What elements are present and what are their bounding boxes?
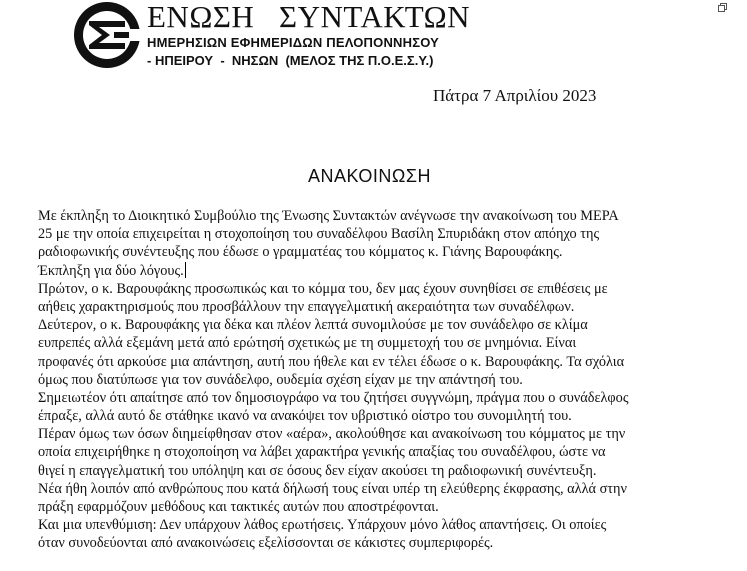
body-line: προφανές ότι αρκούσε μια απάντηση, αυτή που ήθελε και εν τέλει έδωσε ο κ. Βαρουφάκης. Τα σχόλια [38,353,625,370]
body-line: αήθεις χαρακτηρισμούς που προσβάλλουν την επαγγελματική ακεραιότητα των συναδέλφων. [38,298,575,315]
body-line: όμως που διατύπωσε για τον συνάδελφο, ουδεμία σχέση είχαν με την απάντησή του. [38,371,523,388]
organization-name: ΕΝΩΣΗ ΣΥΝΤΑΚΤΩΝ [147,0,471,34]
body-line: όταν συνοδεύονται από ανακοινώσεις εξελίσσονται σε κάκιστες συμπεριφορές. [38,535,494,552]
body-line: 25 με την οποία επιχειρείται η στοχοποίηση του συναδέλφου Βασίλη Σπυριδάκη στον απόηχο της [38,226,600,243]
document-body[interactable] [38,207,738,553]
organization-subtitle: ΗΜΕΡΗΣΙΩΝ ΕΦΗΜΕΡΙΔΩΝ ΠΕΛΟΠΟΝΝΗΣΟΥ [147,35,440,50]
union-logo-icon [73,1,141,69]
document-date: Πάτρα 7 Απριλίου 2023 [433,86,597,105]
body-line: πράξη εφαρμόζουν μεθόδους και τακτικές αυτών που αποστρέφονται. [38,499,439,515]
body-line: Δεύτερον, ο κ. Βαρουφάκης για δέκα και πλέον λεπτά συνομιλούσε με τον συνάδελφο σε κλίμα [38,317,588,334]
body-line: Πρώτον, ο κ. Βαρουφάκης προσωπικώς και το κόμμα του, δεν μας έχουν συνηθίσει σε επιθέσεις με [38,280,608,297]
body-line: οποία επιχειρήθηκε η στοχοποίηση να λάβει χαρακτήρα γενικής απαξίας του συναδέλφου, ώστε να [38,444,606,461]
body-line: έπραξε, αλλά αυτό δε στάθηκε ικανό να ανακόψει τον υβριστικό οίστρο του συνομιλητή του. [38,408,572,425]
body-line: θιγεί η επαγγελματική του υπόληψη και σε όσους δεν είχαν ακούσει τη ραδιοφωνική συνέντευξη. [38,462,597,479]
body-line-with-cursor [38,262,738,280]
body-line: Έκπληξη για δύο λόγους. [38,262,184,279]
body-line: ραδιοφωνικής συνέντευξης που έδωσε ο γραμματέας του κόμματος κ. Γιάνης Βαρουφάκης. [38,244,563,261]
text-cursor [185,262,186,278]
body-line: Σημειωτέον ότι απαίτησε από τον δημοσιογράφο να του ζητήσει συγγνώμη, πράγμα που ο συνάδελφος [38,389,629,406]
document-title-text: ΑΝΑΚΟΙΝΩΣΗ [307,166,432,186]
body-line: Πέραν όμως των όσων διημείφθησαν στον «αέρα», ακολούθησε και ανακοίνωση του κόμματος με την [38,426,626,443]
body-line: ευπρεπές αλλά εξεμάνη μετά από ερώτησή σχετικώς με τη συμμετοχή του σε μνημόνια. Είναι [38,335,577,352]
body-line: Νέα ήθη λοιπόν από ανθρώπους που κατά δήλωσή τους είναι υπέρ τη ελεύθερης έκφρασης, αλλά στην [38,480,627,497]
organization-region: - ΗΠΕΙΡΟΥ - ΝΗΣΩΝ (ΜΕΛΟΣ ΤΗΣ Π.Ο.Ε.Σ.Υ.) [147,53,434,68]
document-title [0,165,747,187]
restore-window-icon[interactable] [718,3,727,12]
body-line: Και μια υπενθύμιση: Δεν υπάρχουν λάθος ερωτήσεις. Υπάρχουν μόνο λάθος απαντήσεις. Οι οποίες [38,517,607,534]
body-line: Με έκπληξη το Διοικητικό Συμβούλιο της Ένωσης Συντακτών ανέγνωσε την ανακοίνωση του ΜΕΡΑ [38,208,619,224]
